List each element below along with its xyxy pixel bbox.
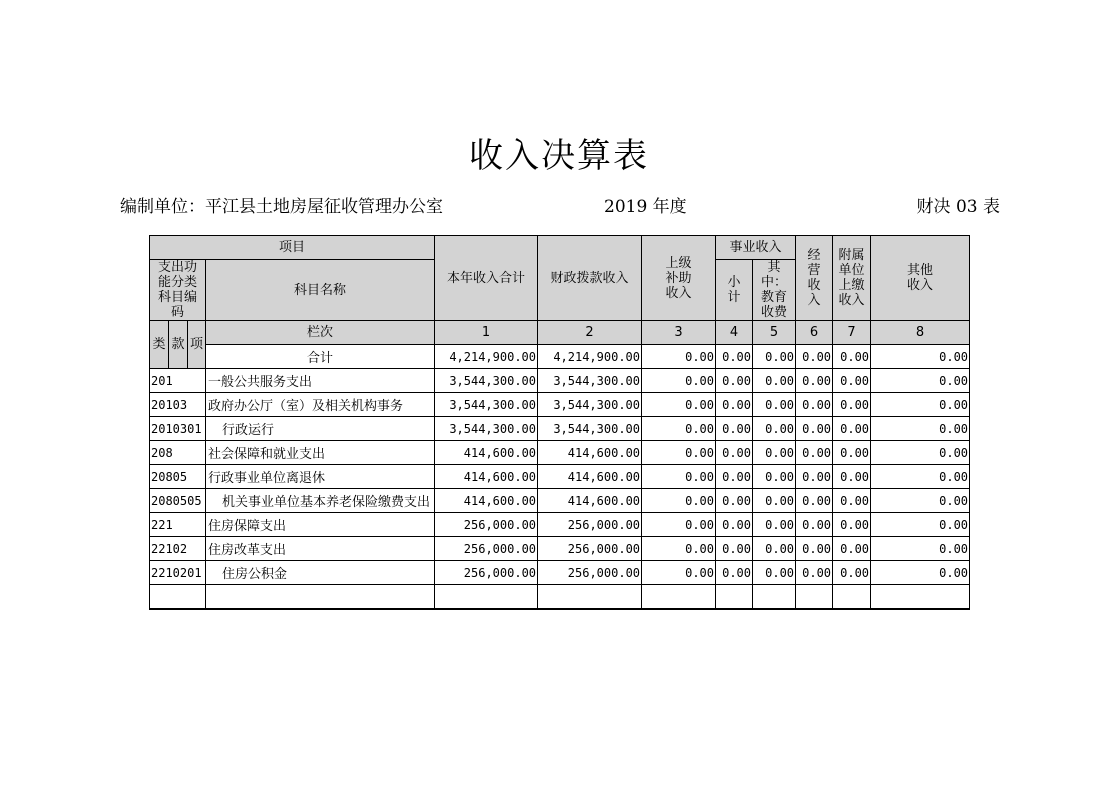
- subject-name: 一般公共服务支出: [206, 369, 435, 393]
- amount-cell: 414,600.00: [538, 465, 642, 489]
- header-lei: 类: [150, 321, 169, 369]
- table-row: [150, 489, 970, 513]
- table-row: [150, 393, 970, 417]
- header-subtotal: 小计: [716, 260, 753, 321]
- amount-cell: 3,544,300.00: [435, 417, 538, 441]
- header-operating-income: 经营收入: [796, 236, 833, 321]
- total-value: 0.00: [871, 345, 970, 369]
- subject-name: 住房改革支出: [206, 537, 435, 561]
- amount-cell: 256,000.00: [435, 561, 538, 585]
- amount-cell: 0.00: [753, 465, 796, 489]
- subject-name: 行政运行: [206, 417, 435, 441]
- amount-cell: 0.00: [642, 417, 716, 441]
- amount-cell: 414,600.00: [538, 489, 642, 513]
- amount-cell: 0.00: [716, 489, 753, 513]
- amount-cell: 0.00: [716, 513, 753, 537]
- amount-cell: 256,000.00: [538, 561, 642, 585]
- total-value: 0.00: [716, 345, 753, 369]
- total-value: 0.00: [753, 345, 796, 369]
- amount-cell: 0.00: [833, 393, 871, 417]
- subject-code: 221: [150, 513, 206, 537]
- amount-cell: 0.00: [796, 561, 833, 585]
- amount-cell: 0.00: [796, 489, 833, 513]
- total-value: 0.00: [833, 345, 871, 369]
- amount-cell: 0.00: [716, 465, 753, 489]
- column-number: 3: [642, 321, 716, 345]
- amount-cell: 0.00: [642, 513, 716, 537]
- column-number: 7: [833, 321, 871, 345]
- header-education-fee: 其中：教育收费: [753, 260, 796, 321]
- amount-cell: 414,600.00: [435, 465, 538, 489]
- amount-cell: 0.00: [642, 441, 716, 465]
- amount-cell: 0.00: [753, 393, 796, 417]
- table-row: [150, 561, 970, 585]
- amount-cell: 0.00: [716, 417, 753, 441]
- amount-cell: 0.00: [796, 513, 833, 537]
- amount-cell: 0.00: [753, 369, 796, 393]
- subject-name: 住房保障支出: [206, 513, 435, 537]
- column-number: 2: [538, 321, 642, 345]
- amount-cell: 256,000.00: [538, 537, 642, 561]
- total-row: [150, 345, 970, 369]
- amount-cell: 0.00: [871, 417, 970, 441]
- amount-cell: 256,000.00: [435, 513, 538, 537]
- amount-cell: 0.00: [753, 513, 796, 537]
- page-title: 收入决算表: [469, 136, 649, 176]
- amount-cell: 0.00: [871, 489, 970, 513]
- subject-code: 2210201: [150, 561, 206, 585]
- compiling-unit: 编制单位：平江县土地房屋征收管理办公室: [120, 197, 443, 217]
- header-kuan: 款: [169, 321, 188, 369]
- amount-cell: 3,544,300.00: [435, 393, 538, 417]
- header-superior-subsidy: 上级补助收入: [642, 236, 716, 321]
- amount-cell: 0.00: [642, 369, 716, 393]
- header-subject-name: 科目名称: [206, 260, 435, 321]
- amount-cell: 0.00: [871, 393, 970, 417]
- total-value: 4,214,900.00: [435, 345, 538, 369]
- header-business-income: 事业收入: [716, 236, 796, 260]
- amount-cell: 0.00: [871, 369, 970, 393]
- amount-cell: 0.00: [642, 489, 716, 513]
- subject-code: 20805: [150, 465, 206, 489]
- subject-code: 22102: [150, 537, 206, 561]
- amount-cell: 0.00: [796, 369, 833, 393]
- amount-cell: 3,544,300.00: [435, 369, 538, 393]
- blank-row: [150, 585, 970, 610]
- column-number: 5: [753, 321, 796, 345]
- table-body: [150, 369, 970, 585]
- subject-name: 社会保障和就业支出: [206, 441, 435, 465]
- amount-cell: 0.00: [716, 561, 753, 585]
- total-value: 0.00: [642, 345, 716, 369]
- table-footer: [150, 585, 970, 610]
- subject-name: 政府办公厅（室）及相关机构事务: [206, 393, 435, 417]
- header-code-group: 支出功能分类科目编码: [150, 260, 206, 321]
- amount-cell: 0.00: [642, 393, 716, 417]
- total-value: 0.00: [796, 345, 833, 369]
- amount-cell: 0.00: [871, 513, 970, 537]
- total-label: 合计: [206, 345, 435, 369]
- header-project: 项目: [150, 236, 435, 260]
- table-row: [150, 417, 970, 441]
- amount-cell: 0.00: [642, 537, 716, 561]
- table-row: [150, 369, 970, 393]
- amount-cell: 0.00: [833, 369, 871, 393]
- amount-cell: 0.00: [796, 537, 833, 561]
- header-other-income: 其他收入: [871, 236, 970, 321]
- amount-cell: 0.00: [716, 537, 753, 561]
- header-column-index: 栏次: [206, 321, 435, 345]
- amount-cell: 3,544,300.00: [538, 393, 642, 417]
- amount-cell: 3,544,300.00: [538, 369, 642, 393]
- amount-cell: 0.00: [871, 537, 970, 561]
- subject-name: 住房公积金: [206, 561, 435, 585]
- column-number: 4: [716, 321, 753, 345]
- amount-cell: 0.00: [833, 513, 871, 537]
- amount-cell: 0.00: [716, 441, 753, 465]
- amount-cell: 0.00: [796, 393, 833, 417]
- header-total-income: 本年收入合计: [435, 236, 538, 321]
- subject-code: 201: [150, 369, 206, 393]
- amount-cell: 0.00: [796, 465, 833, 489]
- column-number: 1: [435, 321, 538, 345]
- amount-cell: 0.00: [716, 393, 753, 417]
- column-number: 8: [871, 321, 970, 345]
- amount-cell: 0.00: [833, 537, 871, 561]
- income-final-accounts-table: [149, 235, 970, 610]
- amount-cell: 0.00: [833, 489, 871, 513]
- amount-cell: 3,544,300.00: [538, 417, 642, 441]
- amount-cell: 0.00: [753, 561, 796, 585]
- table-row: [150, 513, 970, 537]
- amount-cell: 0.00: [833, 561, 871, 585]
- amount-cell: 0.00: [753, 441, 796, 465]
- table-row: [150, 537, 970, 561]
- subject-name: 行政事业单位离退休: [206, 465, 435, 489]
- fiscal-year: 2019 年度: [604, 197, 687, 217]
- amount-cell: 256,000.00: [538, 513, 642, 537]
- amount-cell: 0.00: [833, 441, 871, 465]
- amount-cell: 0.00: [642, 561, 716, 585]
- subject-code: 20103: [150, 393, 206, 417]
- subject-name: 机关事业单位基本养老保险缴费支出: [206, 489, 435, 513]
- amount-cell: 0.00: [871, 465, 970, 489]
- amount-cell: 414,600.00: [538, 441, 642, 465]
- column-number: 6: [796, 321, 833, 345]
- amount-cell: 0.00: [796, 417, 833, 441]
- amount-cell: 0.00: [871, 561, 970, 585]
- subject-code: 208: [150, 441, 206, 465]
- amount-cell: 0.00: [642, 465, 716, 489]
- header-fiscal-appropriation: 财政拨款收入: [538, 236, 642, 321]
- amount-cell: 0.00: [833, 465, 871, 489]
- amount-cell: 0.00: [833, 417, 871, 441]
- table-row: [150, 441, 970, 465]
- amount-cell: 0.00: [753, 489, 796, 513]
- amount-cell: 0.00: [716, 369, 753, 393]
- table-row: [150, 465, 970, 489]
- table-header: [150, 236, 970, 369]
- amount-cell: 256,000.00: [435, 537, 538, 561]
- subject-code: 2080505: [150, 489, 206, 513]
- amount-cell: 414,600.00: [435, 489, 538, 513]
- amount-cell: 0.00: [753, 537, 796, 561]
- amount-cell: 0.00: [871, 441, 970, 465]
- subject-code: 2010301: [150, 417, 206, 441]
- total-value: 4,214,900.00: [538, 345, 642, 369]
- form-number: 财决 03 表: [916, 197, 1000, 217]
- amount-cell: 0.00: [796, 441, 833, 465]
- header-xiang: 项: [188, 321, 206, 369]
- header-affiliated-income: 附属单位上缴收入: [833, 236, 871, 321]
- amount-cell: 414,600.00: [435, 441, 538, 465]
- amount-cell: 0.00: [753, 417, 796, 441]
